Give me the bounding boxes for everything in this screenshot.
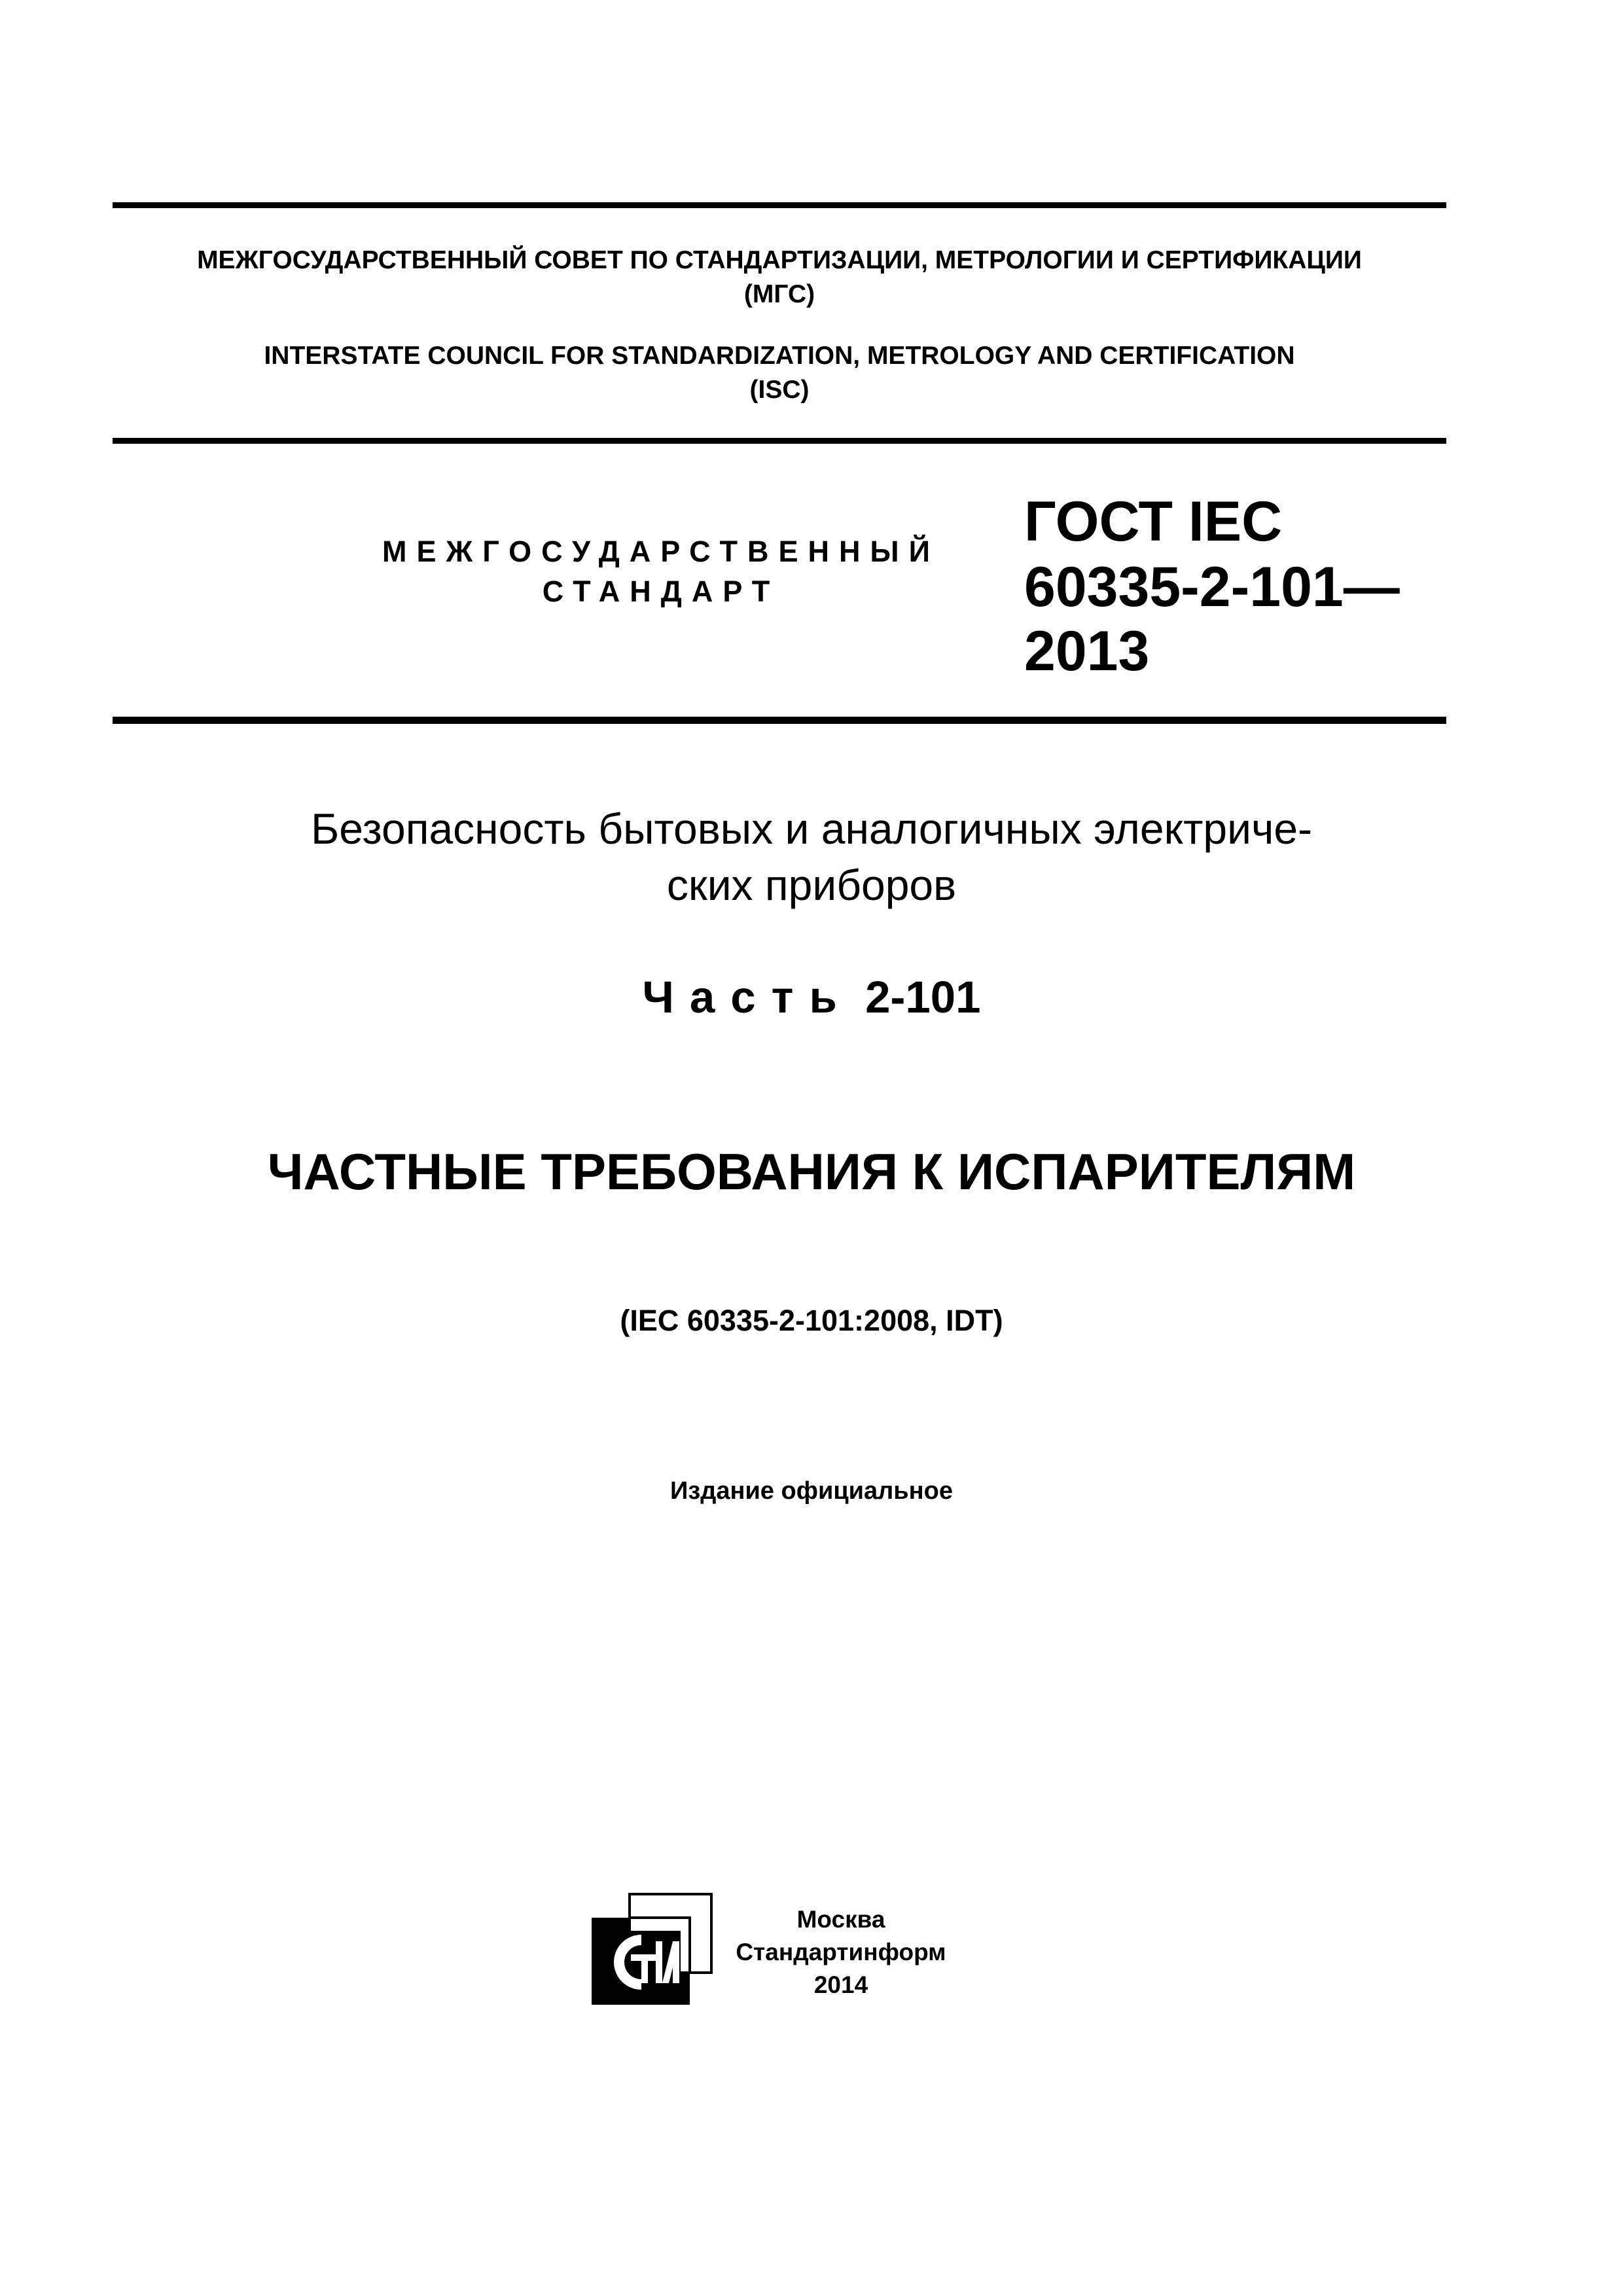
title-line2: ских приборов (666, 861, 957, 909)
council-en-line1: INTERSTATE COUNCIL FOR STANDARDIZATION, METROLOGY AND CERTIFICATION (264, 342, 1295, 370)
standartinform-logo-icon (590, 1893, 713, 2006)
subtitle: ЧАСТНЫЕ ТРЕБОВАНИЯ К ИСПАРИТЕЛЯМ (267, 1143, 1356, 1200)
publisher-city: Москва (796, 1906, 885, 1933)
council-bottom-rule (113, 438, 1446, 444)
standard-designation-line1: ГОСТ IEC (1024, 490, 1283, 553)
edition-label: Издание официальное (670, 1477, 953, 1505)
designation-bottom-rule (113, 717, 1446, 724)
publisher-year: 2014 (813, 1971, 868, 1998)
part-word: Часть (642, 972, 853, 1022)
council-en-line2: (ISC) (749, 376, 810, 404)
standard-type-line1: МЕЖГОСУДАРСТВЕННЫЙ (382, 535, 940, 568)
council-ru-line2: (МГС) (743, 280, 815, 308)
council-ru-line1: МЕЖГОСУДАРСТВЕННЫЙ СОВЕТ ПО СТАНДАРТИЗАЦИИ, МЕТРОЛОГИИ И СЕРТИФИКАЦИИ (197, 246, 1362, 274)
standard-type-line2: СТАНДАРТ (542, 575, 780, 608)
part-number: 2-101 (865, 972, 981, 1022)
title-line1: Безопасность бытовых и аналогичных электриче- (310, 804, 1313, 853)
iec-reference: (IEC 60335-2-101:2008, IDT) (620, 1304, 1003, 1337)
publisher-name: Стандартинформ (736, 1939, 946, 1965)
standard-designation-line3: 2013 (1024, 620, 1150, 683)
top-rule (113, 202, 1446, 208)
part-heading (0, 971, 1623, 1023)
standard-designation-line2: 60335-2-101— (1024, 556, 1400, 619)
